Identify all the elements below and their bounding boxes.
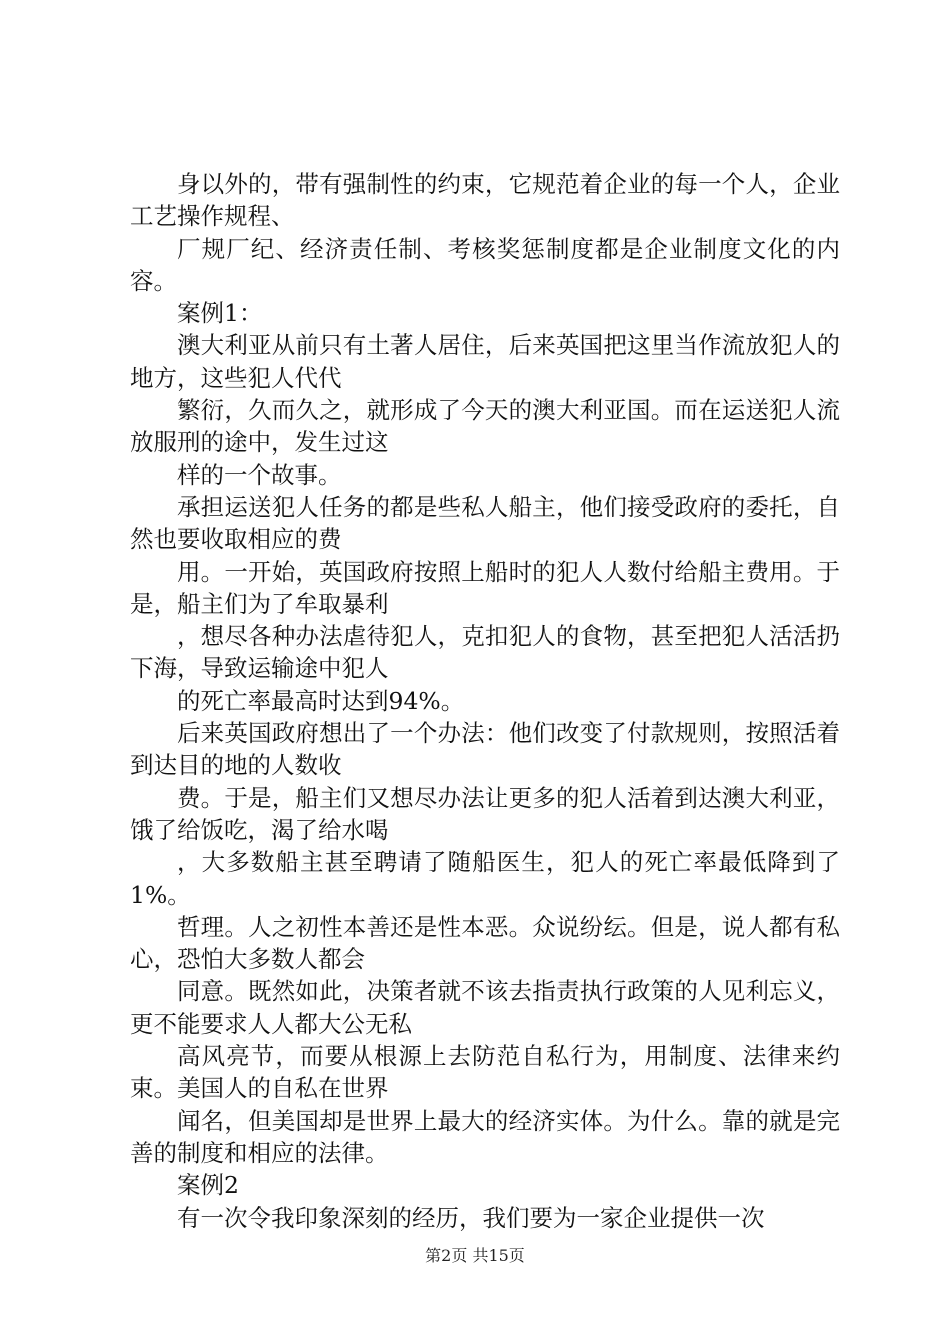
paragraph-16: 高风亮节，而要从根源上去防范自私行为，用制度、法律来约束。美国人的自私在世界 [130, 1042, 840, 1103]
case-2-heading: 案例2 [177, 1171, 239, 1200]
paragraph-2: 厂规厂纪、经济责任制、考核奖惩制度都是企业制度文化的内容。 [130, 234, 840, 295]
paragraph-14: 哲理。人之初性本善还是性本恶。众说纷纭。但是，说人都有私心，恐怕大多数人都会 [130, 912, 840, 974]
paragraph-11: 后来英国政府想出了一个办法：他们改变了付款规则，按照活着到达目的地的人数收 [130, 719, 840, 780]
paragraph-6: 样的一个故事。 [177, 460, 342, 489]
paragraph-7: 承担运送犯人任务的都是些私人船主，他们接受政府的委托，自然也要收取相应的费 [130, 492, 840, 554]
page-number: 第2页 共15页 [425, 1246, 525, 1265]
paragraph-13: ，大多数船主甚至聘请了随船医生，犯人的死亡率最低降到了1%。 [130, 848, 840, 909]
paragraph-12: 费。于是，船主们又想尽办法让更多的犯人活着到达澳大利亚，饿了给饭吃，渴了给水喝 [130, 783, 840, 844]
paragraph-5: 繁衍，久而久之，就形成了今天的澳大利亚国。而在运送犯人流放服刑的途中，发生过这 [130, 396, 840, 457]
page-footer [0, 1243, 950, 1266]
paragraph-8: 用。一开始，英国政府按照上船时的犯人人数付给船主费用。于是，船主们为了牟取暴利 [130, 557, 840, 618]
case-1-heading: 案例1： [177, 299, 263, 328]
paragraph-9: ，想尽各种办法虐待犯人，克扣犯人的食物，甚至把犯人活活扔下海，导致运输途中犯人 [130, 622, 840, 683]
paragraph-17: 闻名，但美国却是世界上最大的经济实体。为什么。靠的就是完善的制度和相应的法律。 [130, 1106, 840, 1167]
paragraph-19: 有一次令我印象深刻的经历，我们要为一家企业提供一次 [177, 1203, 765, 1232]
document-body [130, 168, 840, 1234]
paragraph-4: 澳大利亚从前只有土著人居住，后来英国把这里当作流放犯人的地方，这些犯人代代 [130, 331, 840, 392]
paragraph-1: 身以外的，带有强制性的约束，它规范着企业的每一个人，企业工艺操作规程、 [130, 170, 840, 231]
paragraph-10: 的死亡率最高时达到94%。 [177, 686, 465, 715]
paragraph-15: 同意。既然如此，决策者就不该去指责执行政策的人见利忘义，更不能要求人人都大公无私 [130, 977, 840, 1038]
